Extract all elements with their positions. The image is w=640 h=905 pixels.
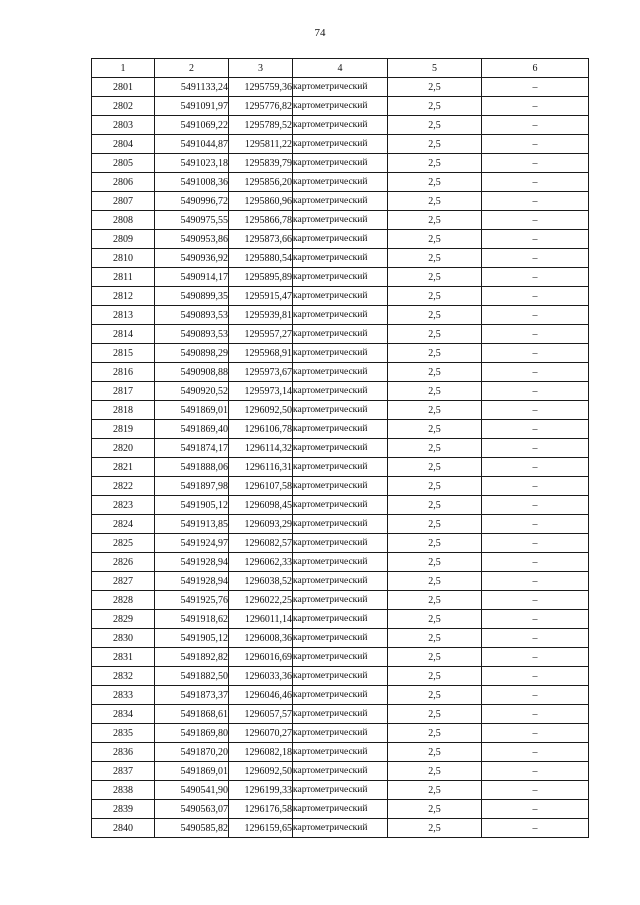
point-number-cell: 2812	[92, 287, 155, 306]
x-coordinate-cell: 5490898,29	[155, 344, 229, 363]
accuracy-cell: 2,5	[388, 477, 482, 496]
description-cell: –	[482, 382, 589, 401]
point-number-cell: 2805	[92, 154, 155, 173]
point-number-cell: 2815	[92, 344, 155, 363]
description-cell: –	[482, 268, 589, 287]
accuracy-cell: 2,5	[388, 534, 482, 553]
y-coordinate-cell: 1295856,20	[229, 173, 293, 192]
y-coordinate-cell: 1295860,96	[229, 192, 293, 211]
y-coordinate-cell: 1296022,25	[229, 591, 293, 610]
point-number-cell: 2820	[92, 439, 155, 458]
description-cell: –	[482, 420, 589, 439]
accuracy-cell: 2,5	[388, 325, 482, 344]
method-cell: картометрический	[293, 154, 388, 173]
accuracy-cell: 2,5	[388, 97, 482, 116]
y-coordinate-cell: 1296114,32	[229, 439, 293, 458]
method-cell: картометрический	[293, 477, 388, 496]
x-coordinate-cell: 5491897,98	[155, 477, 229, 496]
table-row	[92, 610, 589, 629]
x-coordinate-cell: 5491069,22	[155, 116, 229, 135]
accuracy-cell: 2,5	[388, 724, 482, 743]
x-coordinate-cell: 5491869,01	[155, 762, 229, 781]
accuracy-cell: 2,5	[388, 667, 482, 686]
point-number-cell: 2832	[92, 667, 155, 686]
point-number-cell: 2824	[92, 515, 155, 534]
point-number-cell: 2840	[92, 819, 155, 838]
y-coordinate-cell: 1296159,65	[229, 819, 293, 838]
accuracy-cell: 2,5	[388, 496, 482, 515]
accuracy-cell: 2,5	[388, 610, 482, 629]
x-coordinate-cell: 5490541,90	[155, 781, 229, 800]
x-coordinate-cell: 5491870,20	[155, 743, 229, 762]
column-header: 2	[155, 59, 229, 78]
y-coordinate-cell: 1295811,22	[229, 135, 293, 154]
x-coordinate-cell: 5491913,85	[155, 515, 229, 534]
table-row	[92, 496, 589, 515]
method-cell: картометрический	[293, 78, 388, 97]
table-row	[92, 819, 589, 838]
table-row	[92, 781, 589, 800]
y-coordinate-cell: 1295973,67	[229, 363, 293, 382]
description-cell: –	[482, 667, 589, 686]
method-cell: картометрический	[293, 496, 388, 515]
point-number-cell: 2802	[92, 97, 155, 116]
accuracy-cell: 2,5	[388, 192, 482, 211]
table-row	[92, 439, 589, 458]
point-number-cell: 2822	[92, 477, 155, 496]
accuracy-cell: 2,5	[388, 591, 482, 610]
method-cell: картометрический	[293, 686, 388, 705]
description-cell: –	[482, 724, 589, 743]
table-row	[92, 382, 589, 401]
column-header: 5	[388, 59, 482, 78]
description-cell: –	[482, 363, 589, 382]
accuracy-cell: 2,5	[388, 762, 482, 781]
point-number-cell: 2837	[92, 762, 155, 781]
y-coordinate-cell: 1296062,33	[229, 553, 293, 572]
x-coordinate-cell: 5490563,07	[155, 800, 229, 819]
x-coordinate-cell: 5491925,76	[155, 591, 229, 610]
accuracy-cell: 2,5	[388, 458, 482, 477]
x-coordinate-cell: 5491888,06	[155, 458, 229, 477]
description-cell: –	[482, 648, 589, 667]
accuracy-cell: 2,5	[388, 344, 482, 363]
y-coordinate-cell: 1295939,81	[229, 306, 293, 325]
description-cell: –	[482, 78, 589, 97]
accuracy-cell: 2,5	[388, 439, 482, 458]
table-row	[92, 344, 589, 363]
x-coordinate-cell: 5491091,97	[155, 97, 229, 116]
accuracy-cell: 2,5	[388, 705, 482, 724]
y-coordinate-cell: 1295895,89	[229, 268, 293, 287]
description-cell: –	[482, 306, 589, 325]
point-number-cell: 2827	[92, 572, 155, 591]
point-number-cell: 2823	[92, 496, 155, 515]
x-coordinate-cell: 5490893,53	[155, 306, 229, 325]
method-cell: картометрический	[293, 230, 388, 249]
description-cell: –	[482, 572, 589, 591]
y-coordinate-cell: 1296199,33	[229, 781, 293, 800]
method-cell: картометрический	[293, 344, 388, 363]
description-cell: –	[482, 553, 589, 572]
y-coordinate-cell: 1296106,78	[229, 420, 293, 439]
accuracy-cell: 2,5	[388, 135, 482, 154]
y-coordinate-cell: 1296082,57	[229, 534, 293, 553]
description-cell: –	[482, 230, 589, 249]
method-cell: картометрический	[293, 705, 388, 724]
method-cell: картометрический	[293, 762, 388, 781]
method-cell: картометрический	[293, 610, 388, 629]
y-coordinate-cell: 1295957,27	[229, 325, 293, 344]
x-coordinate-cell: 5491905,12	[155, 629, 229, 648]
table-row	[92, 724, 589, 743]
y-coordinate-cell: 1296046,46	[229, 686, 293, 705]
accuracy-cell: 2,5	[388, 781, 482, 800]
description-cell: –	[482, 534, 589, 553]
y-coordinate-cell: 1295873,66	[229, 230, 293, 249]
x-coordinate-cell: 5491133,24	[155, 78, 229, 97]
y-coordinate-cell: 1295759,36	[229, 78, 293, 97]
table-row	[92, 762, 589, 781]
y-coordinate-cell: 1296011,14	[229, 610, 293, 629]
description-cell: –	[482, 819, 589, 838]
table-row	[92, 477, 589, 496]
description-cell: –	[482, 458, 589, 477]
description-cell: –	[482, 401, 589, 420]
description-cell: –	[482, 477, 589, 496]
x-coordinate-cell: 5490936,92	[155, 249, 229, 268]
coordinates-table	[91, 58, 589, 838]
method-cell: картометрический	[293, 572, 388, 591]
method-cell: картометрический	[293, 439, 388, 458]
method-cell: картометрический	[293, 724, 388, 743]
y-coordinate-cell: 1296008,36	[229, 629, 293, 648]
x-coordinate-cell: 5490996,72	[155, 192, 229, 211]
x-coordinate-cell: 5491924,97	[155, 534, 229, 553]
table-row	[92, 192, 589, 211]
y-coordinate-cell: 1295880,54	[229, 249, 293, 268]
description-cell: –	[482, 325, 589, 344]
description-cell: –	[482, 154, 589, 173]
y-coordinate-cell: 1296092,50	[229, 401, 293, 420]
method-cell: картометрический	[293, 306, 388, 325]
method-cell: картометрический	[293, 648, 388, 667]
accuracy-cell: 2,5	[388, 686, 482, 705]
table-row	[92, 667, 589, 686]
method-cell: картометрический	[293, 211, 388, 230]
description-cell: –	[482, 192, 589, 211]
y-coordinate-cell: 1296116,31	[229, 458, 293, 477]
method-cell: картометрический	[293, 287, 388, 306]
point-number-cell: 2819	[92, 420, 155, 439]
method-cell: картометрический	[293, 135, 388, 154]
point-number-cell: 2835	[92, 724, 155, 743]
x-coordinate-cell: 5491023,18	[155, 154, 229, 173]
table-row	[92, 648, 589, 667]
description-cell: –	[482, 287, 589, 306]
accuracy-cell: 2,5	[388, 78, 482, 97]
description-cell: –	[482, 173, 589, 192]
table-row	[92, 743, 589, 762]
x-coordinate-cell: 5490975,55	[155, 211, 229, 230]
x-coordinate-cell: 5490899,35	[155, 287, 229, 306]
accuracy-cell: 2,5	[388, 363, 482, 382]
y-coordinate-cell: 1295915,47	[229, 287, 293, 306]
table-row	[92, 800, 589, 819]
point-number-cell: 2839	[92, 800, 155, 819]
y-coordinate-cell: 1296107,58	[229, 477, 293, 496]
table-row	[92, 287, 589, 306]
point-number-cell: 2825	[92, 534, 155, 553]
x-coordinate-cell: 5491869,01	[155, 401, 229, 420]
description-cell: –	[482, 610, 589, 629]
table-row	[92, 135, 589, 154]
table-row	[92, 420, 589, 439]
point-number-cell: 2804	[92, 135, 155, 154]
table-row	[92, 591, 589, 610]
description-cell: –	[482, 800, 589, 819]
table-body	[92, 78, 589, 838]
accuracy-cell: 2,5	[388, 116, 482, 135]
description-cell: –	[482, 591, 589, 610]
y-coordinate-cell: 1295776,82	[229, 97, 293, 116]
y-coordinate-cell: 1296057,57	[229, 705, 293, 724]
method-cell: картометрический	[293, 97, 388, 116]
point-number-cell: 2830	[92, 629, 155, 648]
description-cell: –	[482, 496, 589, 515]
accuracy-cell: 2,5	[388, 268, 482, 287]
table-row	[92, 230, 589, 249]
point-number-cell: 2818	[92, 401, 155, 420]
accuracy-cell: 2,5	[388, 743, 482, 762]
table-row	[92, 249, 589, 268]
description-cell: –	[482, 762, 589, 781]
table-row	[92, 268, 589, 287]
method-cell: картометрический	[293, 629, 388, 648]
description-cell: –	[482, 135, 589, 154]
point-number-cell: 2801	[92, 78, 155, 97]
x-coordinate-cell: 5491874,17	[155, 439, 229, 458]
accuracy-cell: 2,5	[388, 553, 482, 572]
table-row	[92, 553, 589, 572]
x-coordinate-cell: 5491918,62	[155, 610, 229, 629]
description-cell: –	[482, 344, 589, 363]
table-row	[92, 173, 589, 192]
x-coordinate-cell: 5491869,80	[155, 724, 229, 743]
page-number: 74	[314, 27, 326, 39]
x-coordinate-cell: 5491044,87	[155, 135, 229, 154]
table-row	[92, 211, 589, 230]
method-cell: картометрический	[293, 819, 388, 838]
accuracy-cell: 2,5	[388, 648, 482, 667]
method-cell: картометрический	[293, 249, 388, 268]
point-number-cell: 2807	[92, 192, 155, 211]
method-cell: картометрический	[293, 363, 388, 382]
description-cell: –	[482, 743, 589, 762]
method-cell: картометрический	[293, 591, 388, 610]
accuracy-cell: 2,5	[388, 572, 482, 591]
y-coordinate-cell: 1296176,58	[229, 800, 293, 819]
point-number-cell: 2814	[92, 325, 155, 344]
method-cell: картометрический	[293, 192, 388, 211]
accuracy-cell: 2,5	[388, 401, 482, 420]
method-cell: картометрический	[293, 173, 388, 192]
description-cell: –	[482, 705, 589, 724]
point-number-cell: 2808	[92, 211, 155, 230]
point-number-cell: 2817	[92, 382, 155, 401]
method-cell: картометрический	[293, 325, 388, 344]
table-row	[92, 572, 589, 591]
x-coordinate-cell: 5491892,82	[155, 648, 229, 667]
y-coordinate-cell: 1295866,78	[229, 211, 293, 230]
x-coordinate-cell: 5490914,17	[155, 268, 229, 287]
x-coordinate-cell: 5490908,88	[155, 363, 229, 382]
y-coordinate-cell: 1296082,18	[229, 743, 293, 762]
point-number-cell: 2836	[92, 743, 155, 762]
column-header: 4	[293, 59, 388, 78]
y-coordinate-cell: 1296038,52	[229, 572, 293, 591]
method-cell: картометрический	[293, 515, 388, 534]
point-number-cell: 2813	[92, 306, 155, 325]
table-row	[92, 97, 589, 116]
table-row	[92, 458, 589, 477]
accuracy-cell: 2,5	[388, 515, 482, 534]
accuracy-cell: 2,5	[388, 249, 482, 268]
column-header: 1	[92, 59, 155, 78]
method-cell: картометрический	[293, 743, 388, 762]
description-cell: –	[482, 686, 589, 705]
x-coordinate-cell: 5491928,94	[155, 572, 229, 591]
accuracy-cell: 2,5	[388, 173, 482, 192]
y-coordinate-cell: 1296016,69	[229, 648, 293, 667]
table-row	[92, 401, 589, 420]
description-cell: –	[482, 249, 589, 268]
x-coordinate-cell: 5490893,53	[155, 325, 229, 344]
x-coordinate-cell: 5491882,50	[155, 667, 229, 686]
x-coordinate-cell: 5490953,86	[155, 230, 229, 249]
point-number-cell: 2816	[92, 363, 155, 382]
point-number-cell: 2834	[92, 705, 155, 724]
y-coordinate-cell: 1295789,52	[229, 116, 293, 135]
point-number-cell: 2810	[92, 249, 155, 268]
x-coordinate-cell: 5491928,94	[155, 553, 229, 572]
table-row	[92, 534, 589, 553]
accuracy-cell: 2,5	[388, 819, 482, 838]
method-cell: картометрический	[293, 800, 388, 819]
y-coordinate-cell: 1295968,91	[229, 344, 293, 363]
point-number-cell: 2821	[92, 458, 155, 477]
y-coordinate-cell: 1296070,27	[229, 724, 293, 743]
accuracy-cell: 2,5	[388, 154, 482, 173]
point-number-cell: 2833	[92, 686, 155, 705]
y-coordinate-cell: 1296092,50	[229, 762, 293, 781]
accuracy-cell: 2,5	[388, 230, 482, 249]
point-number-cell: 2826	[92, 553, 155, 572]
method-cell: картометрический	[293, 667, 388, 686]
table-row	[92, 629, 589, 648]
method-cell: картометрический	[293, 553, 388, 572]
x-coordinate-cell: 5491873,37	[155, 686, 229, 705]
table-row	[92, 116, 589, 135]
description-cell: –	[482, 515, 589, 534]
x-coordinate-cell: 5491905,12	[155, 496, 229, 515]
y-coordinate-cell: 1295839,79	[229, 154, 293, 173]
table-row	[92, 686, 589, 705]
column-header: 3	[229, 59, 293, 78]
description-cell: –	[482, 97, 589, 116]
accuracy-cell: 2,5	[388, 287, 482, 306]
description-cell: –	[482, 629, 589, 648]
table-row	[92, 515, 589, 534]
table-row	[92, 154, 589, 173]
description-cell: –	[482, 439, 589, 458]
description-cell: –	[482, 781, 589, 800]
table-row	[92, 325, 589, 344]
table-header-row	[92, 59, 589, 78]
description-cell: –	[482, 211, 589, 230]
x-coordinate-cell: 5491869,40	[155, 420, 229, 439]
method-cell: картометрический	[293, 116, 388, 135]
x-coordinate-cell: 5491008,36	[155, 173, 229, 192]
x-coordinate-cell: 5491868,61	[155, 705, 229, 724]
y-coordinate-cell: 1296098,45	[229, 496, 293, 515]
method-cell: картометрический	[293, 534, 388, 553]
x-coordinate-cell: 5490920,52	[155, 382, 229, 401]
point-number-cell: 2828	[92, 591, 155, 610]
column-header: 6	[482, 59, 589, 78]
point-number-cell: 2803	[92, 116, 155, 135]
description-cell: –	[482, 116, 589, 135]
table-row	[92, 363, 589, 382]
accuracy-cell: 2,5	[388, 306, 482, 325]
method-cell: картометрический	[293, 268, 388, 287]
method-cell: картометрический	[293, 781, 388, 800]
accuracy-cell: 2,5	[388, 629, 482, 648]
table-row	[92, 78, 589, 97]
table-row	[92, 306, 589, 325]
point-number-cell: 2809	[92, 230, 155, 249]
point-number-cell: 2838	[92, 781, 155, 800]
method-cell: картометрический	[293, 401, 388, 420]
accuracy-cell: 2,5	[388, 382, 482, 401]
y-coordinate-cell: 1296033,36	[229, 667, 293, 686]
method-cell: картометрический	[293, 458, 388, 477]
x-coordinate-cell: 5490585,82	[155, 819, 229, 838]
point-number-cell: 2806	[92, 173, 155, 192]
point-number-cell: 2811	[92, 268, 155, 287]
y-coordinate-cell: 1296093,29	[229, 515, 293, 534]
table-row	[92, 705, 589, 724]
point-number-cell: 2831	[92, 648, 155, 667]
accuracy-cell: 2,5	[388, 420, 482, 439]
accuracy-cell: 2,5	[388, 800, 482, 819]
point-number-cell: 2829	[92, 610, 155, 629]
y-coordinate-cell: 1295973,14	[229, 382, 293, 401]
method-cell: картометрический	[293, 420, 388, 439]
accuracy-cell: 2,5	[388, 211, 482, 230]
method-cell: картометрический	[293, 382, 388, 401]
